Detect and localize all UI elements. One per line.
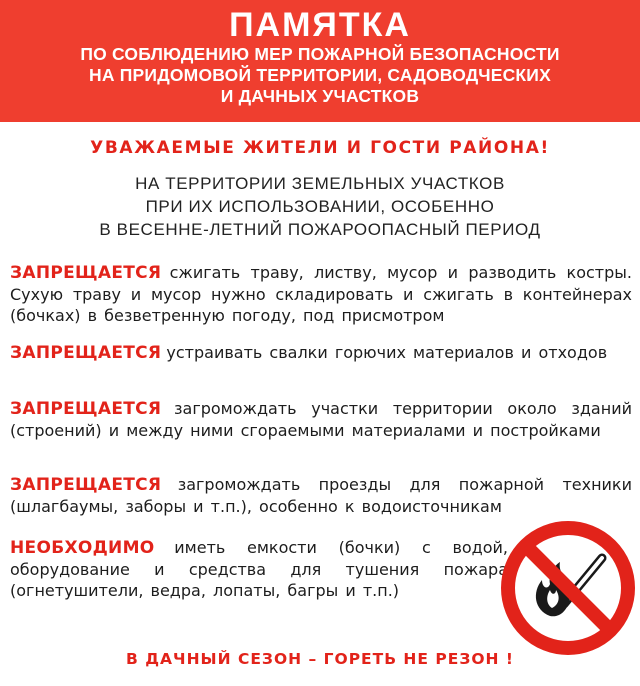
subtitle-line-2: НА ПРИДОМОВОЙ ТЕРРИТОРИИ, САДОВОДЧЕСКИХ <box>89 65 551 85</box>
rule-keyword: НЕОБХОДИМО <box>10 538 155 558</box>
rule-item <box>10 398 632 441</box>
intro-line-1: НА ТЕРРИТОРИИ ЗЕМЕЛЬНЫХ УЧАСТКОВ <box>135 174 505 193</box>
intro-block <box>0 172 640 241</box>
intro-line-3: В ВЕСЕННЕ-ЛЕТНИЙ ПОЖАРООПАСНЫЙ ПЕРИОД <box>99 220 541 239</box>
rule-text: иметь емкости (бочки) с водой, оборудование и средства для тушения пожара (огнетушители, ведра, лопаты, багры и т.п.) <box>10 538 508 600</box>
greeting: УВАЖАЕМЫЕ ЖИТЕЛИ И ГОСТИ РАЙОНА! <box>90 138 550 158</box>
page-title: ПАМЯТКА <box>229 6 411 44</box>
header-banner <box>0 0 640 122</box>
rule-text: устраивать свалки горючих материалов и отходов <box>166 343 608 362</box>
intro-line-2: ПРИ ИХ ИСПОЛЬЗОВАНИИ, ОСОБЕННО <box>145 197 495 216</box>
rule-keyword: ЗАПРЕЩАЕТСЯ <box>10 263 162 283</box>
rule-item <box>10 537 508 601</box>
rule-keyword: ЗАПРЕЩАЕТСЯ <box>10 475 162 495</box>
footer-slogan: В ДАЧНЫЙ СЕЗОН – ГОРЕТЬ НЕ РЕЗОН ! <box>126 650 514 668</box>
subtitle-line-3: И ДАЧНЫХ УЧАСТКОВ <box>220 86 420 106</box>
rule-text: сжигать траву, листву, мусор и разводить костры. Сухую траву и мусор нужно складировать и сжигать в контейнерах (бочках) в безветренную погоду, под присмотром <box>10 263 632 325</box>
no-open-fire-icon <box>498 518 638 658</box>
rule-item <box>10 262 632 326</box>
subtitle-line-1: ПО СОБЛЮДЕНИЮ МЕР ПОЖАРНОЙ БЕЗОПАСНОСТИ <box>80 44 560 64</box>
rule-keyword: ЗАПРЕЩАЕТСЯ <box>10 399 162 419</box>
rule-text: загромождать участки территории около зданий (строений) и между ними сгораемыми материалами и постройками <box>10 399 632 440</box>
rule-text: загромождать проезды для пожарной техники (шлагбаумы, заборы и т.п.), особенно к водоисточникам <box>10 475 632 516</box>
rule-keyword: ЗАПРЕЩАЕТСЯ <box>10 343 162 363</box>
rule-item <box>10 474 632 517</box>
rule-item <box>10 342 632 364</box>
